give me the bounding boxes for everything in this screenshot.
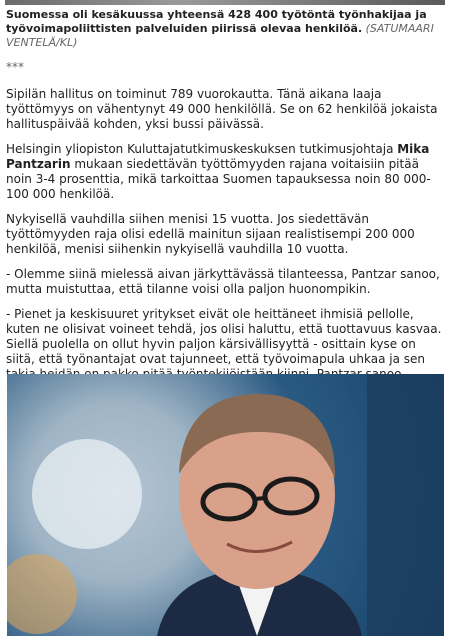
caption-credit: (SATUMAARI VENTELÄ/KL) <box>6 22 434 49</box>
portrait-illustration <box>7 374 444 636</box>
top-image-strip <box>5 0 445 5</box>
paragraph-2 <box>6 142 444 202</box>
paragraph-2-before: Helsingin yliopiston Kuluttajatutkimuskeskuksen tutkimusjohtaja <box>6 142 398 156</box>
image-caption <box>6 8 444 50</box>
paragraph-2-after: mukaan siedettävän työttömyyden rajana voitaisiin pitää noin 3-4 prosenttia, mikä tarkoittaa Suomen tapauksessa noin 80 000-100 000 henkilöä. <box>6 157 431 201</box>
caption-text: Suomessa oli kesäkuussa yhteensä 428 400 työtöntä työnhakijaa ja työvoimapoliittisten palveluiden piirissä olevaa henkilöä. <box>6 8 427 35</box>
paragraph-1: Sipilän hallitus on toiminut 789 vuorokautta. Tänä aikana laaja työttömyys on vähentynyt 49 000 henkilöllä. Se on 62 henkilöä jokaista hallituspäivää kohden, yksi bussi päivässä. <box>6 87 438 131</box>
paragraph-3: Nykyisellä vauhdilla siihen menisi 15 vuotta. Jos siedettävän työttömyyden raja olisi edellä mainitun sijaan realistisempi 200 000 henkilöä, menisi siihenkin nykyisellä vauhdilla 10 vuotta. <box>6 212 415 256</box>
article-body <box>6 8 444 392</box>
article-photo <box>7 374 444 636</box>
paragraph-4: - Olemme siinä mielessä aivan järkyttävässä tilanteessa, Pantzar sanoo, mutta muistuttaa, että tilanne voisi olla paljon huonompikin. <box>6 267 440 296</box>
paragraph-5: - Pienet ja keskisuuret yritykset eivät ole heittäneet ihmisiä pellolle, kuten ne olisivat voineet tehdä, jos olisi haluttu, että tuottavuus kasvaa. Siellä puolella on ollut hyvin paljon kärsivällisyyttä - osittain kyse on siitä, että työnantajat ovat tajunneet, että työvoimapula uhkaa ja sen <box>6 307 442 366</box>
section-separator: *** <box>6 60 24 74</box>
person-name-bold: Mika Pantzarin <box>6 142 430 171</box>
